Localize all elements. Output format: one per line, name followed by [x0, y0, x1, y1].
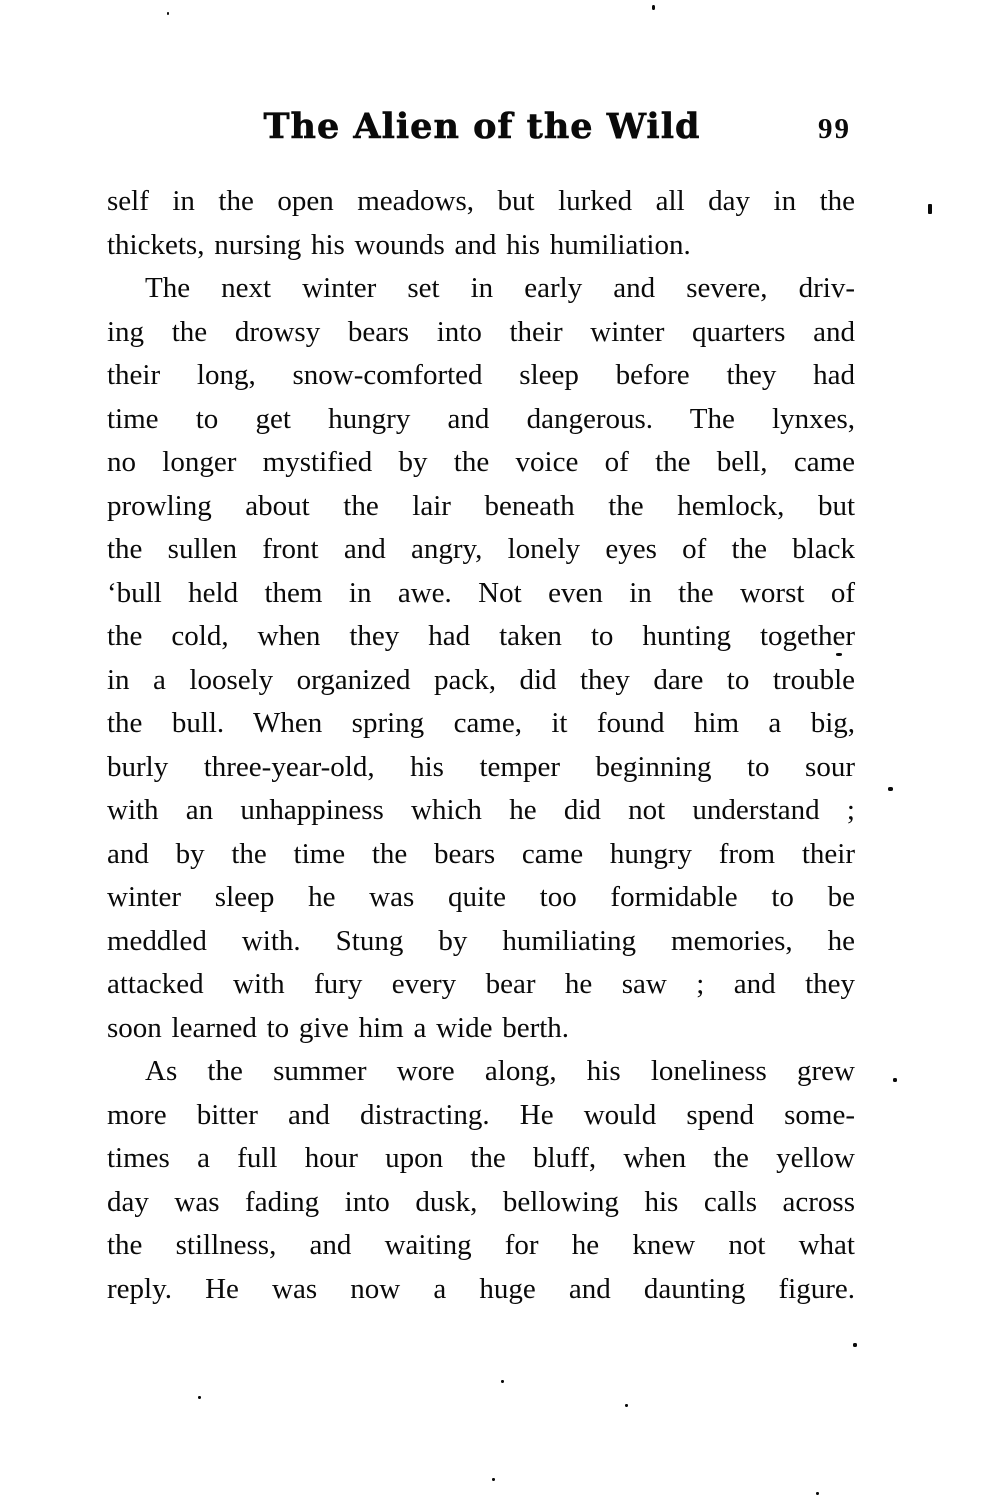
- text-line: The next winter set in early and severe, driv-: [145, 272, 855, 304]
- text-line: meddled with. Stung by humiliating memories, he: [107, 924, 855, 957]
- page-number: 99: [818, 113, 851, 145]
- text-line: winter sleep he was quite too formidable to be: [107, 881, 855, 913]
- scan-speck: [928, 204, 932, 214]
- scan-speck: [816, 1492, 819, 1495]
- scan-speck: [625, 1404, 628, 1407]
- text-line: the stillness, and waiting for he knew not what: [107, 1229, 855, 1261]
- scan-speck: [501, 1380, 504, 1383]
- text-line: no longer mystified by the voice of the bell, came: [107, 446, 855, 478]
- text-line: with an unhappiness which he did not understand ;: [107, 794, 855, 826]
- text-line: more bitter and distracting. He would spend some-: [107, 1098, 855, 1131]
- text-line: the bull. When spring came, it found him a big,: [107, 707, 855, 739]
- scan-speck: [652, 5, 655, 10]
- scan-speck: [198, 1396, 201, 1399]
- scan-speck: [853, 1343, 857, 1347]
- scan-speck: [893, 1078, 897, 1082]
- text-line: ‘bull held them in awe. Not even in the worst of: [107, 576, 855, 609]
- text-line: burly three-year-old, his temper beginning to sour: [107, 750, 855, 783]
- text-line: ing the drowsy bears into their winter quarters and: [107, 315, 855, 348]
- text-line: attacked with fury every bear he saw ; and they: [107, 968, 855, 1000]
- text-line: in a loosely organized pack, did they dare to trouble: [107, 663, 855, 696]
- text-line: their long, snow-comforted sleep before they had: [107, 359, 855, 391]
- text-line: the sullen front and angry, lonely eyes of the black: [107, 533, 855, 565]
- scan-speck: [167, 12, 169, 15]
- running-header: [0, 106, 1000, 156]
- body-text: [107, 180, 855, 1311]
- text-line: self in the open meadows, but lurked all day in the: [107, 185, 855, 217]
- text-line: times a full hour upon the bluff, when the yellow: [107, 1142, 855, 1174]
- text-line: thickets, nursing his wounds and his humiliation.: [107, 228, 691, 261]
- text-line: the cold, when they had taken to hunting together: [107, 620, 855, 652]
- text-line: day was fading into dusk, bellowing his calls across: [107, 1185, 855, 1218]
- scan-speck: [836, 653, 842, 656]
- running-header-title: The Alien of the Wild: [263, 106, 701, 147]
- text-line: reply. He was now a huge and daunting figure.: [107, 1272, 855, 1305]
- text-line: As the summer wore along, his loneliness grew: [145, 1055, 855, 1087]
- text-line: prowling about the lair beneath the hemlock, but: [107, 489, 855, 522]
- text-line: time to get hungry and dangerous. The lynxes,: [107, 402, 855, 435]
- scan-speck: [492, 1478, 495, 1481]
- scan-speck: [888, 787, 893, 791]
- text-line: soon learned to give him a wide berth.: [107, 1011, 570, 1044]
- text-line: and by the time the bears came hungry from their: [107, 837, 855, 870]
